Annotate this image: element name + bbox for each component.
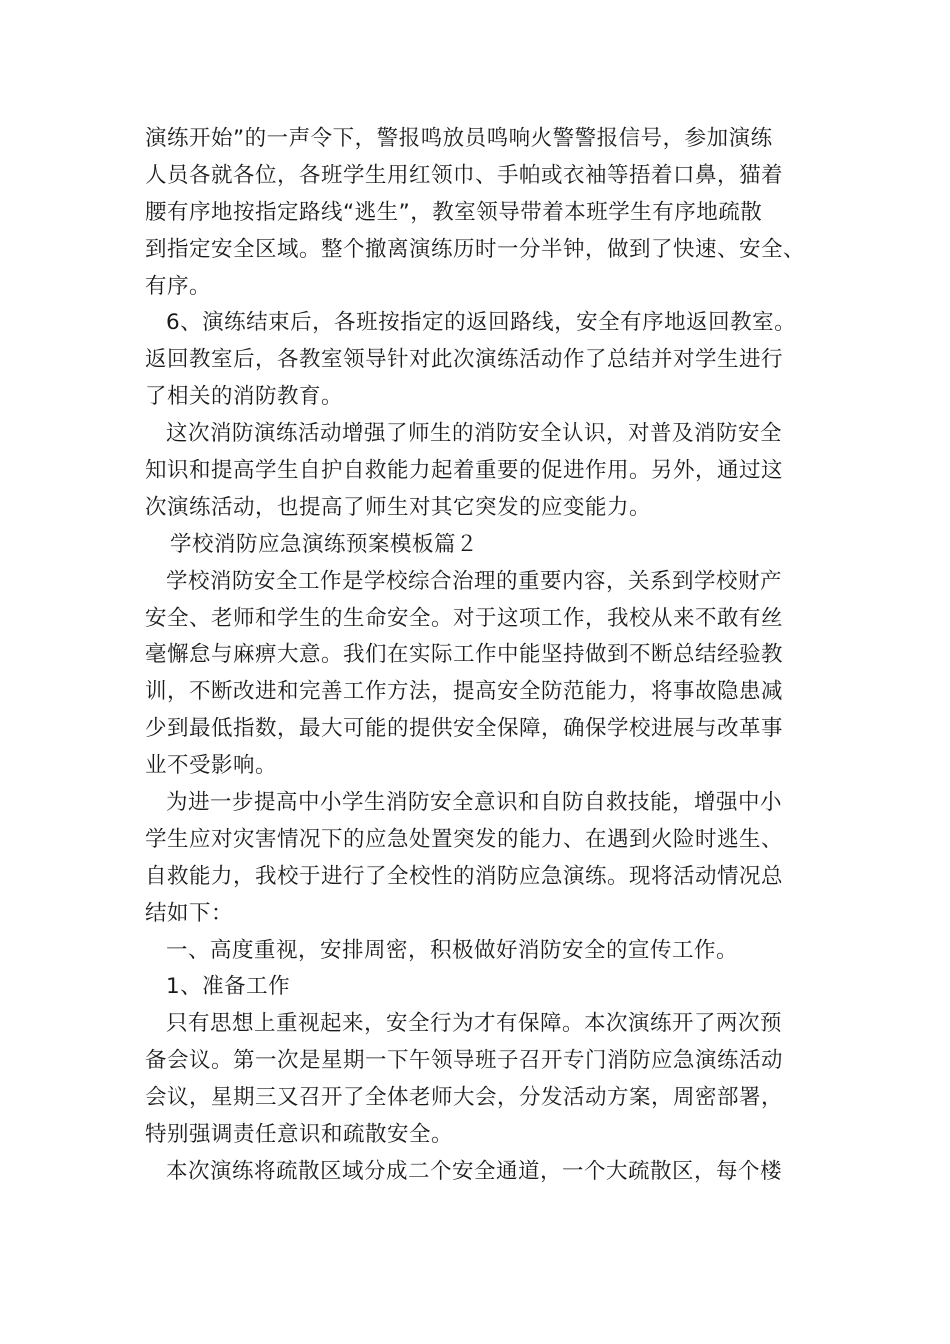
text-line: 为进一步提高中小学生消防安全意识和自防自救技能，增强中小 <box>166 790 783 816</box>
text-line: 会议，星期三又召开了全体老师大会，分发活动方案，周密部署， <box>145 1085 784 1111</box>
text-line: 这次消防演练活动增强了师生的消防安全认识，对普及消防安全 <box>166 421 783 447</box>
text-line: 自救能力，我校于进行了全校性的消防应急演练。现将活动情况总 <box>145 863 784 889</box>
text-line: 备会议。第一次是星期一下午领导班子召开专门消防应急演练活动 <box>145 1048 784 1074</box>
text-line: 6、演练结束后，各班按指定的返回路线，安全有序地返回教室。 <box>166 310 797 336</box>
text-line: 一、高度重视，安排周密，积极做好消防安全的宣传工作。 <box>166 937 739 963</box>
text-line: 业不受影响。 <box>145 753 278 779</box>
text-line: 1、准备工作 <box>166 974 291 1000</box>
text-line: 训，不断改进和完善工作方法，提高安全防范能力，将事故隐患减 <box>145 679 784 705</box>
text-line: 演练开始”的一声令下，警报鸣放员鸣响火警警报信号，参加演练 <box>145 126 773 151</box>
text-line: 人员各就各位，各班学生用红领巾、手帕或衣袖等捂着口鼻，猫着 <box>145 162 784 188</box>
text-line: 腰有序地按指定路线“逃生”，教室领导带着本班学生有序地疏散 <box>145 199 763 225</box>
text-line: 特别强调责任意识和疏散安全。 <box>145 1122 454 1148</box>
text-line: 学生应对灾害情况下的应急处置突发的能力、在遇到火险时逃生、 <box>145 826 784 852</box>
text-line: 学校消防安全工作是学校综合治理的重要内容，关系到学校财产 <box>166 568 783 594</box>
text-line: 返回教室后，各教室领导针对此次演练活动作了总结并对学生进行 <box>145 347 784 373</box>
text-line: 结如下： <box>145 900 234 926</box>
section-heading: 学校消防应急演练预案模板篇２ <box>170 531 479 557</box>
text-line: 到指定安全区域。整个撤离演练历时一分半钟，做到了快速、安全、 <box>145 236 806 262</box>
text-line: 有序。 <box>145 273 212 299</box>
text-line: 次演练活动，也提高了师生对其它突发的应变能力。 <box>145 494 652 520</box>
text-line: 知识和提高学生自护自救能力起着重要的促进作用。另外，通过这 <box>145 458 784 484</box>
document-body <box>145 121 835 1191</box>
text-line: 安全、老师和学生的生命安全。对于这项工作，我校从来不敢有丝 <box>145 605 784 631</box>
text-line: 了相关的消防教育。 <box>145 384 344 410</box>
text-line: 少到最低指数，最大可能的提供安全保障，确保学校进展与改革事 <box>145 716 784 742</box>
text-line: 只有思想上重视起来，安全行为才有保障。本次演练开了两次预 <box>166 1011 783 1037</box>
text-line: 本次演练将疏散区域分成二个安全通道，一个大疏散区，每个楼 <box>166 1158 783 1184</box>
text-line: 毫懈怠与麻痹大意。我们在实际工作中能坚持做到不断总结经验教 <box>145 642 784 668</box>
